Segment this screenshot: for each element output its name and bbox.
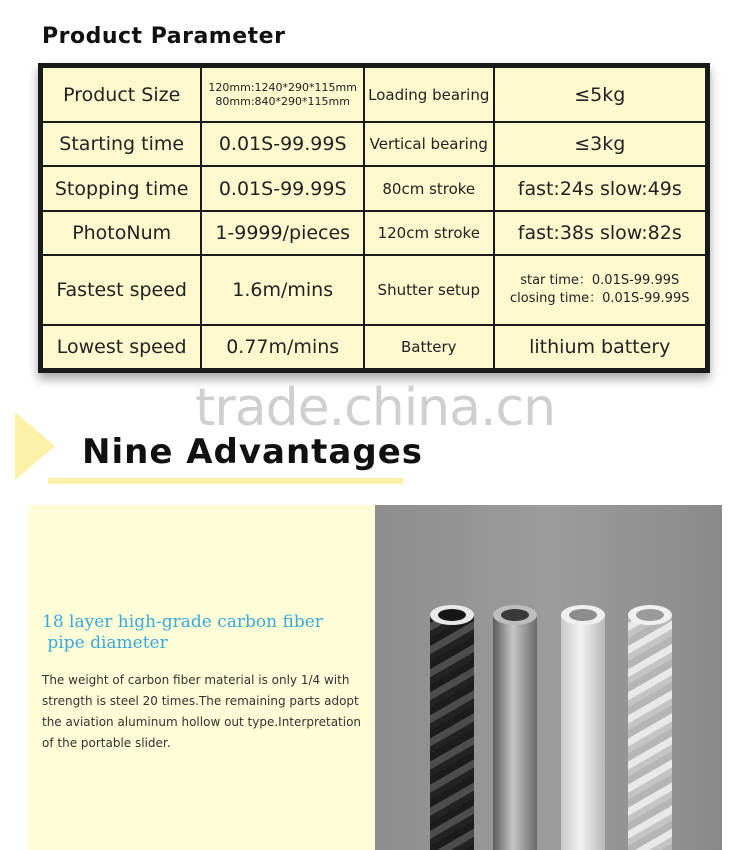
param-label: Lowest speed bbox=[42, 325, 201, 369]
nine-advantages-title: Nine Advantages bbox=[82, 432, 424, 472]
table-row bbox=[42, 166, 706, 210]
param-value: fast:38s slow:82s bbox=[494, 211, 707, 255]
param-value: fast:24s slow:49s bbox=[494, 166, 707, 210]
heading-line: pipe diameter bbox=[42, 633, 168, 653]
table-row bbox=[42, 211, 706, 255]
param-label: Loading bearing bbox=[364, 67, 493, 122]
heading-line: 18 layer high-grade carbon fiber bbox=[42, 612, 323, 632]
param-value-line: 80mm:840*290*115mm bbox=[215, 94, 350, 108]
param-label: Vertical bearing bbox=[364, 122, 493, 166]
param-value: ≤5kg bbox=[494, 67, 707, 122]
carbon-fiber-tube-light bbox=[628, 605, 672, 850]
watermark: trade.china.cn bbox=[195, 378, 556, 438]
carbon-fiber-tube-dark bbox=[430, 605, 474, 850]
param-label: Battery bbox=[364, 325, 493, 369]
title-underline bbox=[48, 478, 403, 484]
param-value: 0.01S-99.99S bbox=[201, 166, 364, 210]
table-row bbox=[42, 67, 706, 122]
parameter-table bbox=[38, 63, 710, 373]
carbon-tubes-image bbox=[375, 505, 722, 850]
param-value-line: star time：0.01S-99.99S bbox=[520, 272, 680, 288]
param-label: Product Size bbox=[42, 67, 201, 122]
advantage-heading bbox=[42, 612, 362, 654]
aluminum-tube-silver bbox=[561, 605, 605, 850]
param-value: 1.6m/mins bbox=[201, 255, 364, 325]
param-label: Starting time bbox=[42, 122, 201, 166]
param-value: lithium battery bbox=[494, 325, 707, 369]
table-row bbox=[42, 122, 706, 166]
table-row bbox=[42, 325, 706, 369]
param-value bbox=[494, 255, 707, 325]
param-value: 1-9999/pieces bbox=[201, 211, 364, 255]
product-parameter-title: Product Parameter bbox=[42, 24, 286, 49]
param-label: 120cm stroke bbox=[364, 211, 493, 255]
param-value-line: closing time：0.01S-99.99S bbox=[510, 290, 690, 306]
param-value: 0.01S-99.99S bbox=[201, 122, 364, 166]
arrow-icon bbox=[15, 412, 55, 480]
param-value-line: 120mm:1240*290*115mm bbox=[208, 80, 357, 94]
param-value: ≤3kg bbox=[494, 122, 707, 166]
param-label: PhotoNum bbox=[42, 211, 201, 255]
param-value bbox=[201, 67, 364, 122]
param-label: 80cm stroke bbox=[364, 166, 493, 210]
advantage-description: The weight of carbon fiber material is only 1/4 with strength is steel 20 times.The remaining parts adopt the aviation aluminum hollow out type.Interpretation of the portable slider. bbox=[42, 673, 362, 750]
table-row bbox=[42, 255, 706, 325]
param-label: Stopping time bbox=[42, 166, 201, 210]
param-label: Shutter setup bbox=[364, 255, 493, 325]
param-label: Fastest speed bbox=[42, 255, 201, 325]
aluminum-tube-grey bbox=[493, 605, 537, 850]
param-value: 0.77m/mins bbox=[201, 325, 364, 369]
